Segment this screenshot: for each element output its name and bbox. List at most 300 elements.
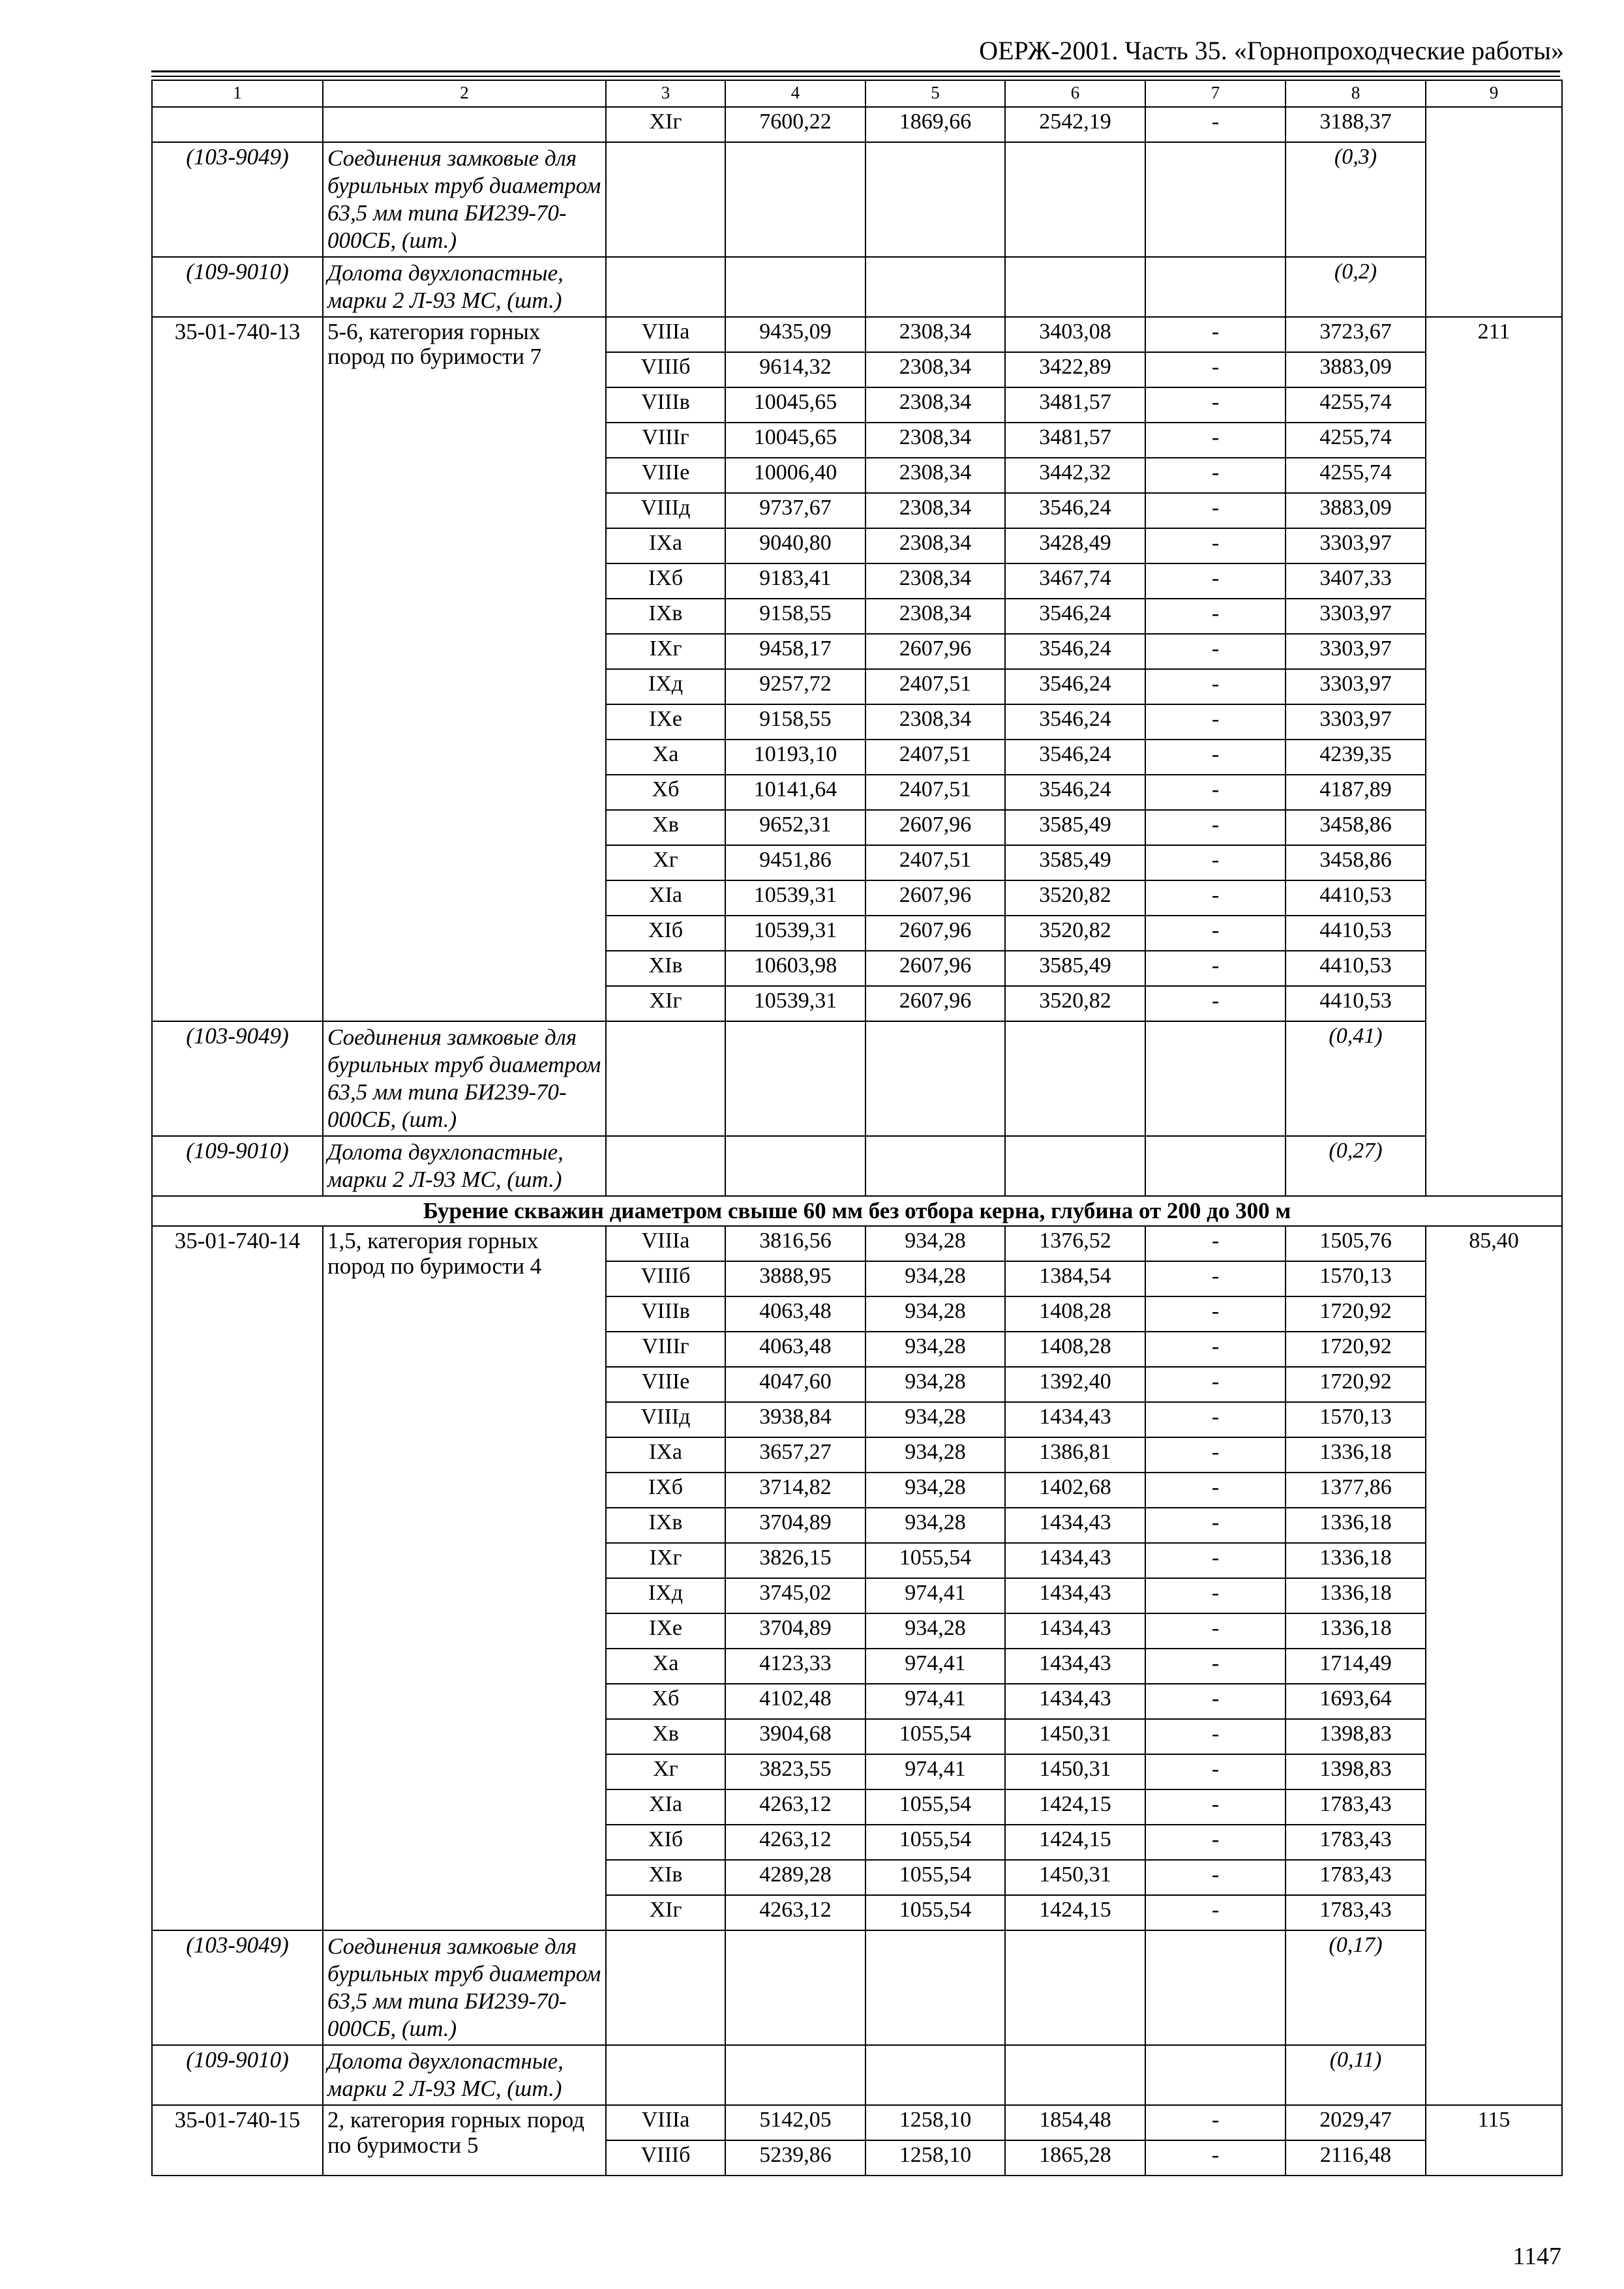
region-cell: Xа	[606, 740, 725, 775]
region-cell: VIIIа	[606, 1226, 725, 1261]
price-cell: 3714,82	[725, 1473, 865, 1508]
price-cell: -	[1145, 1332, 1286, 1367]
price-cell: 9652,31	[725, 810, 865, 845]
price-cell: 1336,18	[1286, 1578, 1426, 1613]
price-cell: 3520,82	[1005, 916, 1145, 951]
price-cell: -	[1145, 845, 1286, 880]
resource-name: Долота двухлопастные, марки 2 Л-93 МС, (шт.)	[323, 1136, 606, 1196]
price-row	[152, 107, 1562, 142]
region-cell: XIг	[606, 986, 725, 1021]
rate-code: 35-01-740-13	[152, 317, 323, 1021]
price-cell: 934,28	[865, 1613, 1005, 1649]
price-cell: 3303,97	[1286, 599, 1426, 634]
empty-cell	[606, 257, 725, 317]
region-cell: VIIIд	[606, 1402, 725, 1437]
region-cell: IXг	[606, 1543, 725, 1578]
price-cell: -	[1145, 669, 1286, 704]
price-cell: -	[1145, 1613, 1286, 1649]
price-cell: -	[1145, 528, 1286, 563]
price-cell: 4410,53	[1286, 916, 1426, 951]
price-cell: -	[1145, 423, 1286, 458]
section-heading: Бурение скважин диаметром свыше 60 мм без отбора керна, глубина от 200 до 300 м	[152, 1196, 1562, 1227]
price-cell: 5142,05	[725, 2105, 865, 2140]
price-cell: 4255,74	[1286, 387, 1426, 423]
price-cell: 1783,43	[1286, 1825, 1426, 1860]
price-cell: 1402,68	[1005, 1473, 1145, 1508]
price-cell: 4410,53	[1286, 880, 1426, 916]
price-cell: 2607,96	[865, 810, 1005, 845]
price-cell: 1336,18	[1286, 1437, 1426, 1473]
price-cell: 1720,92	[1286, 1367, 1426, 1402]
price-cell: 1408,28	[1005, 1296, 1145, 1332]
resource-value: (0,3)	[1286, 142, 1426, 257]
price-cell: 1854,48	[1005, 2105, 1145, 2140]
empty-cell	[1005, 1136, 1145, 1196]
price-cell: 1258,10	[865, 2105, 1005, 2140]
resource-row	[152, 2045, 1562, 2105]
price-cell: -	[1145, 1261, 1286, 1296]
price-cell: 2308,34	[865, 563, 1005, 599]
empty-cell	[1005, 1930, 1145, 2045]
price-cell: 3585,49	[1005, 951, 1145, 986]
price-cell: 2607,96	[865, 916, 1005, 951]
price-cell: 3303,97	[1286, 669, 1426, 704]
region-cell: IXе	[606, 704, 725, 740]
empty-cell	[1145, 1930, 1286, 2045]
price-cell: -	[1145, 458, 1286, 493]
resource-code: (109-9010)	[152, 1136, 323, 1196]
price-cell: 9183,41	[725, 563, 865, 599]
region-cell: XIа	[606, 880, 725, 916]
empty-cell	[606, 1021, 725, 1136]
price-cell: 1434,43	[1005, 1402, 1145, 1437]
price-cell: 4410,53	[1286, 986, 1426, 1021]
price-cell: -	[1145, 563, 1286, 599]
price-cell: -	[1145, 1789, 1286, 1825]
empty-cell	[606, 1930, 725, 2045]
column-number: 1	[152, 80, 323, 107]
region-cell: VIIIб	[606, 352, 725, 387]
price-cell: 9458,17	[725, 634, 865, 669]
price-cell: 3904,68	[725, 1719, 865, 1754]
resource-value: (0,17)	[1286, 1930, 1426, 2045]
price-cell: -	[1145, 880, 1286, 916]
price-cell: -	[1145, 775, 1286, 810]
rate-col9	[1426, 107, 1562, 317]
resource-name: Соединения замковые для бурильных труб диаметром 63,5 мм типа БИ239-70-000СБ, (шт.)	[323, 1930, 606, 2045]
region-cell: XIг	[606, 1895, 725, 1930]
price-cell: 3826,15	[725, 1543, 865, 1578]
rate-code	[152, 107, 323, 142]
region-cell: VIIIг	[606, 1332, 725, 1367]
price-cell: 4289,28	[725, 1860, 865, 1895]
price-cell: 1386,81	[1005, 1437, 1145, 1473]
price-cell: 3481,57	[1005, 423, 1145, 458]
region-cell: Xг	[606, 1754, 725, 1789]
price-cell: 4102,48	[725, 1684, 865, 1719]
empty-cell	[865, 1021, 1005, 1136]
price-cell: 2308,34	[865, 528, 1005, 563]
price-cell: 10045,65	[725, 387, 865, 423]
column-number: 5	[865, 80, 1005, 107]
price-cell: 3422,89	[1005, 352, 1145, 387]
price-cell: 3407,33	[1286, 563, 1426, 599]
region-cell: XIг	[606, 107, 725, 142]
price-cell: -	[1145, 317, 1286, 352]
price-cell: -	[1145, 916, 1286, 951]
price-cell: 3546,24	[1005, 634, 1145, 669]
price-cell: 1055,54	[865, 1860, 1005, 1895]
empty-cell	[865, 2045, 1005, 2105]
empty-cell	[865, 257, 1005, 317]
empty-cell	[1145, 142, 1286, 257]
region-cell: XIв	[606, 951, 725, 986]
price-cell: -	[1145, 1895, 1286, 1930]
price-cell: 3704,89	[725, 1508, 865, 1543]
price-cell: 3546,24	[1005, 740, 1145, 775]
price-cell: 3723,67	[1286, 317, 1426, 352]
price-cell: 1392,40	[1005, 1367, 1145, 1402]
price-cell: 1865,28	[1005, 2140, 1145, 2176]
price-cell: -	[1145, 493, 1286, 528]
price-cell: 3458,86	[1286, 810, 1426, 845]
price-cell: 2407,51	[865, 740, 1005, 775]
price-cell: 934,28	[865, 1437, 1005, 1473]
empty-cell	[1145, 1021, 1286, 1136]
price-cell: 9737,67	[725, 493, 865, 528]
price-cell: 3546,24	[1005, 493, 1145, 528]
rate-name: 5-6, категория горных пород по буримости 7	[323, 317, 606, 1021]
price-cell: 1434,43	[1005, 1508, 1145, 1543]
price-cell: 5239,86	[725, 2140, 865, 2176]
empty-cell	[1005, 257, 1145, 317]
price-cell: 4255,74	[1286, 423, 1426, 458]
price-cell: 974,41	[865, 1684, 1005, 1719]
price-cell: 2308,34	[865, 423, 1005, 458]
column-number: 8	[1286, 80, 1426, 107]
price-cell: 2542,19	[1005, 107, 1145, 142]
price-cell: 3816,56	[725, 1226, 865, 1261]
price-cell: 934,28	[865, 1402, 1005, 1437]
resource-name: Долота двухлопастные, марки 2 Л-93 МС, (шт.)	[323, 2045, 606, 2105]
region-cell: Xб	[606, 775, 725, 810]
price-cell: 2607,96	[865, 986, 1005, 1021]
resource-row	[152, 1021, 1562, 1136]
price-cell: 2029,47	[1286, 2105, 1426, 2140]
empty-cell	[1005, 142, 1145, 257]
region-cell: IXа	[606, 1437, 725, 1473]
price-cell: 2308,34	[865, 352, 1005, 387]
price-cell: 1055,54	[865, 1789, 1005, 1825]
price-cell: 4063,48	[725, 1296, 865, 1332]
price-cell: 4255,74	[1286, 458, 1426, 493]
price-cell: 974,41	[865, 1754, 1005, 1789]
region-cell: XIб	[606, 916, 725, 951]
price-cell: 9158,55	[725, 704, 865, 740]
price-cell: 10193,10	[725, 740, 865, 775]
price-cell: -	[1145, 1825, 1286, 1860]
price-cell: 1336,18	[1286, 1543, 1426, 1578]
price-cell: 1424,15	[1005, 1895, 1145, 1930]
price-cell: 3888,95	[725, 1261, 865, 1296]
page-header: ОЕРЖ-2001. Часть 35. «Горнопроходческие работы»	[979, 36, 1564, 65]
price-cell: 10539,31	[725, 880, 865, 916]
empty-cell	[1005, 1021, 1145, 1136]
region-cell: VIIIе	[606, 458, 725, 493]
price-cell: 1505,76	[1286, 1226, 1426, 1261]
price-cell: 3458,86	[1286, 845, 1426, 880]
resource-row	[152, 142, 1562, 257]
price-cell: 1714,49	[1286, 1649, 1426, 1684]
empty-cell	[725, 1136, 865, 1196]
price-cell: 934,28	[865, 1367, 1005, 1402]
price-cell: -	[1145, 951, 1286, 986]
region-cell: IXд	[606, 669, 725, 704]
price-cell: -	[1145, 810, 1286, 845]
region-cell: IXб	[606, 563, 725, 599]
page-number: 1147	[1512, 2243, 1561, 2270]
price-cell: -	[1145, 599, 1286, 634]
price-cell: 2607,96	[865, 880, 1005, 916]
price-cell: 3520,82	[1005, 880, 1145, 916]
price-cell: 3546,24	[1005, 599, 1145, 634]
empty-cell	[606, 1136, 725, 1196]
resource-code: (109-9010)	[152, 257, 323, 317]
price-cell: 1055,54	[865, 1719, 1005, 1754]
price-cell: -	[1145, 1543, 1286, 1578]
price-cell: 4263,12	[725, 1825, 865, 1860]
price-cell: 1720,92	[1286, 1332, 1426, 1367]
price-cell: -	[1145, 1437, 1286, 1473]
rate-name: 1,5, категория горных пород по буримости 4	[323, 1226, 606, 1930]
region-cell: VIIIа	[606, 2105, 725, 2140]
region-cell: Xв	[606, 1719, 725, 1754]
price-cell: 2116,48	[1286, 2140, 1426, 2176]
price-cell: 10539,31	[725, 916, 865, 951]
region-cell: VIIIа	[606, 317, 725, 352]
region-cell: Xг	[606, 845, 725, 880]
empty-cell	[865, 142, 1005, 257]
price-cell: -	[1145, 740, 1286, 775]
empty-cell	[725, 1021, 865, 1136]
region-cell: IXв	[606, 1508, 725, 1543]
region-cell: IXб	[606, 1473, 725, 1508]
price-cell: 3823,55	[725, 1754, 865, 1789]
price-cell: 10045,65	[725, 423, 865, 458]
price-cell: -	[1145, 107, 1286, 142]
price-cell: 3188,37	[1286, 107, 1426, 142]
column-number: 2	[323, 80, 606, 107]
price-cell: 1055,54	[865, 1895, 1005, 1930]
price-cell: -	[1145, 2105, 1286, 2140]
region-cell: IXе	[606, 1613, 725, 1649]
price-cell: -	[1145, 387, 1286, 423]
price-cell: 3546,24	[1005, 775, 1145, 810]
resource-code: (103-9049)	[152, 1930, 323, 2045]
price-cell: 1450,31	[1005, 1860, 1145, 1895]
empty-cell	[1145, 1136, 1286, 1196]
price-cell: 3546,24	[1005, 704, 1145, 740]
price-cell: 1258,10	[865, 2140, 1005, 2176]
price-cell: 3704,89	[725, 1613, 865, 1649]
price-cell: 1720,92	[1286, 1296, 1426, 1332]
price-cell: 1424,15	[1005, 1825, 1145, 1860]
resource-code: (103-9049)	[152, 1021, 323, 1136]
price-cell: 2407,51	[865, 775, 1005, 810]
price-cell: 3883,09	[1286, 493, 1426, 528]
price-cell: 1434,43	[1005, 1684, 1145, 1719]
price-cell: 934,28	[865, 1332, 1005, 1367]
price-cell: -	[1145, 986, 1286, 1021]
price-cell: 1434,43	[1005, 1578, 1145, 1613]
price-cell: 3303,97	[1286, 634, 1426, 669]
resource-code: (109-9010)	[152, 2045, 323, 2105]
price-cell: 1055,54	[865, 1543, 1005, 1578]
price-cell: 10141,64	[725, 775, 865, 810]
region-cell: IXв	[606, 599, 725, 634]
resource-row	[152, 1136, 1562, 1196]
price-cell: 1384,54	[1005, 1261, 1145, 1296]
price-cell: -	[1145, 634, 1286, 669]
price-cell: -	[1145, 1754, 1286, 1789]
resource-value: (0,2)	[1286, 257, 1426, 317]
header-rule	[151, 70, 1560, 72]
price-cell: 974,41	[865, 1578, 1005, 1613]
price-cell: 10539,31	[725, 986, 865, 1021]
price-cell: 1570,13	[1286, 1402, 1426, 1437]
column-number: 7	[1145, 80, 1286, 107]
empty-cell	[725, 2045, 865, 2105]
price-cell: 3403,08	[1005, 317, 1145, 352]
price-row	[152, 1226, 1562, 1261]
price-cell: 1450,31	[1005, 1719, 1145, 1754]
price-cell: -	[1145, 1473, 1286, 1508]
price-row	[152, 317, 1562, 352]
region-cell: IXд	[606, 1578, 725, 1613]
price-cell: 7600,22	[725, 107, 865, 142]
price-table-body	[152, 80, 1562, 2176]
price-cell: 1398,83	[1286, 1754, 1426, 1789]
region-cell: VIIIе	[606, 1367, 725, 1402]
price-cell: 4123,33	[725, 1649, 865, 1684]
column-number: 6	[1005, 80, 1145, 107]
price-cell: 974,41	[865, 1649, 1005, 1684]
empty-cell	[725, 257, 865, 317]
price-cell: 3467,74	[1005, 563, 1145, 599]
rate-code: 35-01-740-15	[152, 2105, 323, 2176]
price-cell: 3520,82	[1005, 986, 1145, 1021]
price-cell: 934,28	[865, 1473, 1005, 1508]
price-cell: 2308,34	[865, 599, 1005, 634]
region-cell: VIIIв	[606, 1296, 725, 1332]
price-cell: 1869,66	[865, 107, 1005, 142]
price-cell: 1377,86	[1286, 1473, 1426, 1508]
price-cell: 4063,48	[725, 1332, 865, 1367]
price-cell: 3546,24	[1005, 669, 1145, 704]
empty-cell	[606, 142, 725, 257]
empty-cell	[865, 1136, 1005, 1196]
region-cell: IXа	[606, 528, 725, 563]
price-cell: 1424,15	[1005, 1789, 1145, 1825]
resource-name: Соединения замковые для бурильных труб диаметром 63,5 мм типа БИ239-70-000СБ, (шт.)	[323, 142, 606, 257]
price-cell: 934,28	[865, 1226, 1005, 1261]
price-cell: 4187,89	[1286, 775, 1426, 810]
price-cell: -	[1145, 2140, 1286, 2176]
rate-name	[323, 107, 606, 142]
column-number: 4	[725, 80, 865, 107]
price-cell: 3585,49	[1005, 810, 1145, 845]
price-cell: -	[1145, 1578, 1286, 1613]
resource-name: Долота двухлопастные, марки 2 Л-93 МС, (шт.)	[323, 257, 606, 317]
resource-row	[152, 257, 1562, 317]
region-cell: VIIIб	[606, 1261, 725, 1296]
resource-value: (0,11)	[1286, 2045, 1426, 2105]
price-cell: 1783,43	[1286, 1789, 1426, 1825]
price-cell: 4263,12	[725, 1895, 865, 1930]
price-cell: 934,28	[865, 1261, 1005, 1296]
price-cell: 1055,54	[865, 1825, 1005, 1860]
price-cell: -	[1145, 1296, 1286, 1332]
empty-cell	[865, 1930, 1005, 2045]
price-cell: 2407,51	[865, 669, 1005, 704]
resource-value: (0,27)	[1286, 1136, 1426, 1196]
price-cell: -	[1145, 352, 1286, 387]
price-cell: 1783,43	[1286, 1860, 1426, 1895]
empty-cell	[606, 2045, 725, 2105]
rate-col9: 85,40	[1426, 1226, 1562, 2105]
region-cell: VIIIб	[606, 2140, 725, 2176]
price-cell: 1450,31	[1005, 1754, 1145, 1789]
empty-cell	[725, 1930, 865, 2045]
region-cell: Xб	[606, 1684, 725, 1719]
price-cell: 1336,18	[1286, 1508, 1426, 1543]
price-cell: 3442,32	[1005, 458, 1145, 493]
section-heading-row	[152, 1196, 1562, 1227]
price-cell: -	[1145, 1684, 1286, 1719]
price-cell: -	[1145, 1860, 1286, 1895]
column-number: 9	[1426, 80, 1562, 107]
empty-cell	[1145, 2045, 1286, 2105]
price-cell: 3585,49	[1005, 845, 1145, 880]
region-cell: IXг	[606, 634, 725, 669]
price-cell: 10603,98	[725, 951, 865, 986]
price-cell: 3303,97	[1286, 528, 1426, 563]
price-cell: 2308,34	[865, 317, 1005, 352]
price-cell: -	[1145, 1719, 1286, 1754]
resource-name: Соединения замковые для бурильных труб диаметром 63,5 мм типа БИ239-70-000СБ, (шт.)	[323, 1021, 606, 1136]
price-cell: 1376,52	[1005, 1226, 1145, 1261]
region-cell: VIIIг	[606, 423, 725, 458]
price-cell: 2607,96	[865, 951, 1005, 986]
region-cell: Xв	[606, 810, 725, 845]
price-cell: 9257,72	[725, 669, 865, 704]
price-cell: 1434,43	[1005, 1543, 1145, 1578]
empty-cell	[1145, 257, 1286, 317]
price-cell: -	[1145, 1367, 1286, 1402]
price-cell: -	[1145, 1402, 1286, 1437]
empty-cell	[725, 142, 865, 257]
price-cell: 9040,80	[725, 528, 865, 563]
rate-code: 35-01-740-14	[152, 1226, 323, 1930]
price-table	[151, 80, 1563, 2176]
price-cell: 3938,84	[725, 1402, 865, 1437]
price-cell: 1434,43	[1005, 1649, 1145, 1684]
price-cell: 1570,13	[1286, 1261, 1426, 1296]
price-cell: 2308,34	[865, 704, 1005, 740]
price-cell: 3745,02	[725, 1578, 865, 1613]
price-cell: 10006,40	[725, 458, 865, 493]
price-cell: 3883,09	[1286, 352, 1426, 387]
